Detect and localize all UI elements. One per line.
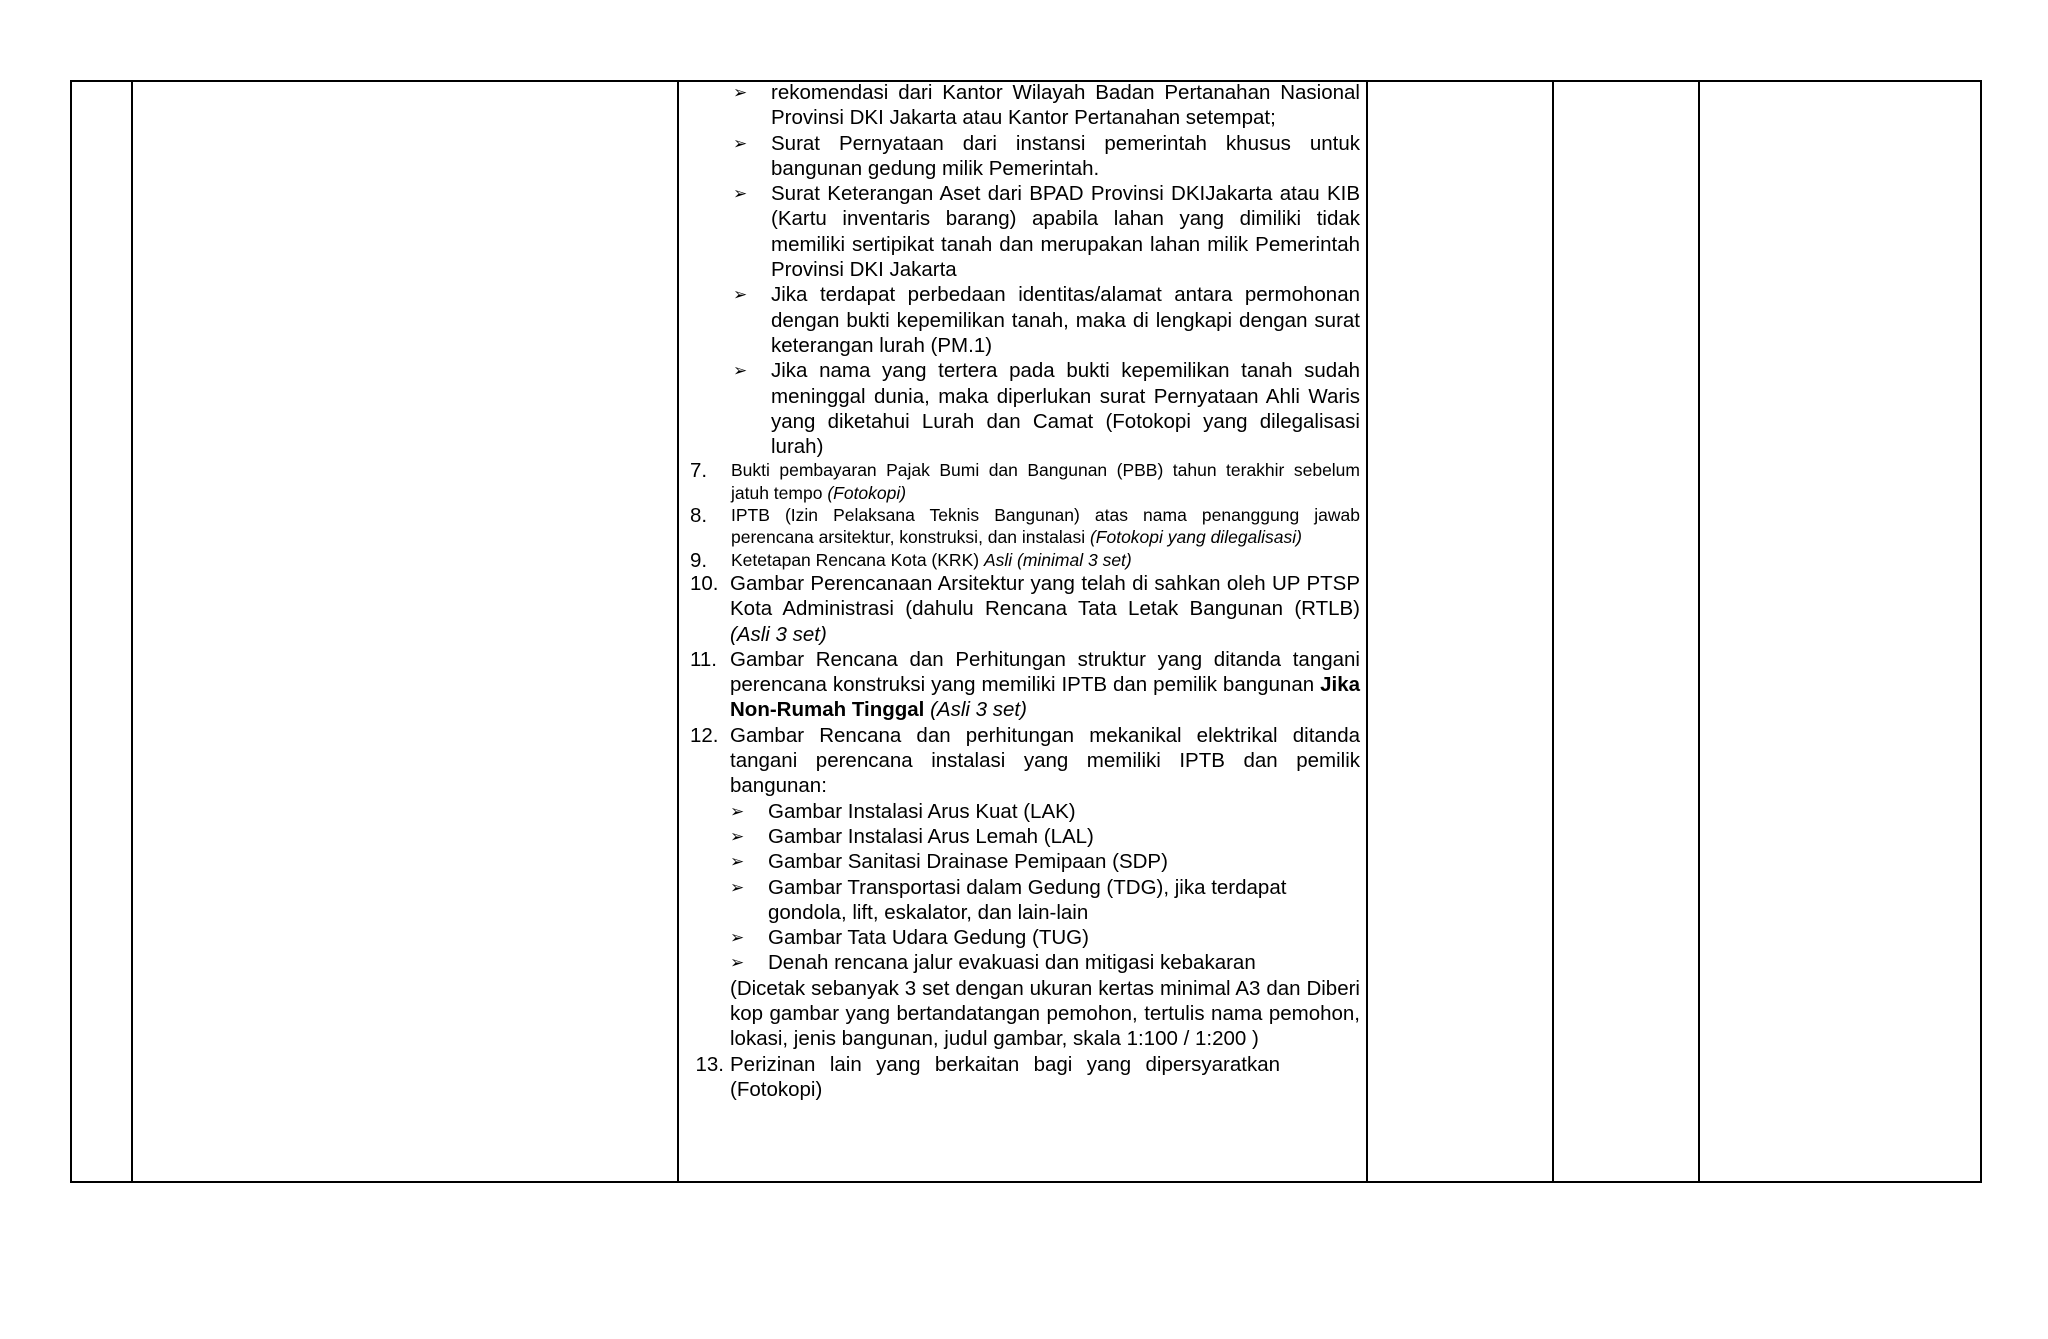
- item-text: Gambar Rencana dan Perhitungan struktur yang ditanda tangani perencana konstruksi yang memiliki IPTB dan pemilik bangunan: [730, 647, 1360, 697]
- list-item: ➢ Denah rencana jalur evakuasi dan mitigasi kebakaran: [690, 950, 1360, 975]
- item-number: 10.: [690, 571, 719, 595]
- item-number: 11.: [690, 647, 717, 671]
- requirement-item-13: [690, 1052, 1360, 1103]
- item-text: Gambar Rencana dan perhitungan mekanikal elektrikal ditanda tangani perencana instalasi yang memiliki IPTB dan pemilik bangunan:: [730, 723, 1360, 798]
- item-number: 12.: [690, 723, 719, 747]
- item-note: (Asli 3 set): [924, 698, 1027, 722]
- requirement-item-8: [690, 504, 1360, 549]
- item-text: Perizinan lain yang berkaitan bagi yang dipersyaratkan (Fotokopi): [730, 1052, 1280, 1101]
- requirement-item-10: [690, 571, 1360, 647]
- requirement-item-9: [690, 549, 1360, 571]
- list-item: ➢ Gambar Tata Udara Gedung (TUG): [690, 925, 1360, 950]
- item-number: 7.: [690, 459, 708, 483]
- column-divider: [131, 82, 133, 1181]
- item-text: Bukti pembayaran Pajak Bumi dan Bangunan (PBB) tahun terakhir sebelum jatuh tempo: [731, 460, 1360, 503]
- item-note: (Asli 3 set): [730, 622, 827, 646]
- list-item: ➢ Jika nama yang tertera pada bukti kepemilikan tanah sudah meninggal dunia, maka diperlukan surat Pernyataan Ahli Waris yang diketahui Lurah dan Camat (Fotokopi yang dilegalisasi lurah): [690, 358, 1360, 459]
- item-number: 8.: [690, 504, 708, 528]
- column-divider: [677, 82, 679, 1181]
- print-note: (Dicetak sebanyak 3 set dengan ukuran kertas minimal A3 dan Diberi kop gambar yang bertandatangan pemohon, tertulis nama pemohon, lokasi, jenis bangunan, judul gambar, skala 1:100 / 1:200 ): [730, 976, 1360, 1051]
- item-number: 13.: [695, 1052, 724, 1076]
- column-divider: [1552, 82, 1554, 1181]
- column-divider: [1366, 82, 1368, 1181]
- column-divider: [1698, 82, 1700, 1181]
- list-item: ➢ Surat Pernyataan dari instansi pemerintah khusus untuk bangunan gedung milik Pemerintah.: [690, 131, 1360, 182]
- item-emphasis: Jika Non-Rumah Tinggal: [730, 673, 1360, 722]
- list-item: ➢ Surat Keterangan Aset dari BPAD Provinsi DKIJakarta atau KIB (Kartu inventaris barang) apabila lahan yang dimiliki tidak memiliki sertipikat tanah dan merupakan lahan milik Pemerintah Provinsi DKI Jakarta: [690, 181, 1360, 282]
- item-text: Gambar Perencanaan Arsitektur yang telah di sahkan oleh UP PTSP Kota Administrasi (dahulu Rencana Tata Letak Bangunan (RTLB): [730, 571, 1360, 621]
- requirements-cell: [690, 80, 1360, 1102]
- item-text: IPTB (Izin Pelaksana Teknis Bangunan) atas nama penanggung jawab perencana arsitektur, konstruksi, dan instalasi: [731, 505, 1360, 548]
- requirement-item-12: [690, 723, 1360, 799]
- item-note: (Fotokopi yang dilegalisasi): [1089, 527, 1303, 548]
- list-item: ➢ Gambar Sanitasi Drainase Pemipaan (SDP): [690, 849, 1360, 874]
- list-item: ➢ Gambar Instalasi Arus Lemah (LAL): [690, 824, 1360, 849]
- list-item: ➢ Gambar Instalasi Arus Kuat (LAK): [690, 799, 1360, 824]
- list-item: ➢ rekomendasi dari Kantor Wilayah Badan Pertanahan Nasional Provinsi DKI Jakarta atau Kantor Pertanahan setempat;: [690, 80, 1360, 131]
- item-note: (Fotokopi): [827, 482, 907, 503]
- requirement-item-7: [690, 459, 1360, 504]
- item-text: Ketetapan Rencana Kota (KRK): [731, 549, 984, 570]
- requirement-item-11: [690, 647, 1360, 723]
- list-item: ➢ Gambar Transportasi dalam Gedung (TDG), jika terdapat gondola, lift, eskalator, dan lain-lain: [690, 875, 1360, 926]
- item-number: 9.: [690, 548, 708, 572]
- list-item: ➢ Jika terdapat perbedaan identitas/alamat antara permohonan dengan bukti kepemilikan tanah, maka di lengkapi dengan surat keterangan lurah (PM.1): [690, 282, 1360, 358]
- item-note: Asli (minimal 3 set): [983, 549, 1132, 570]
